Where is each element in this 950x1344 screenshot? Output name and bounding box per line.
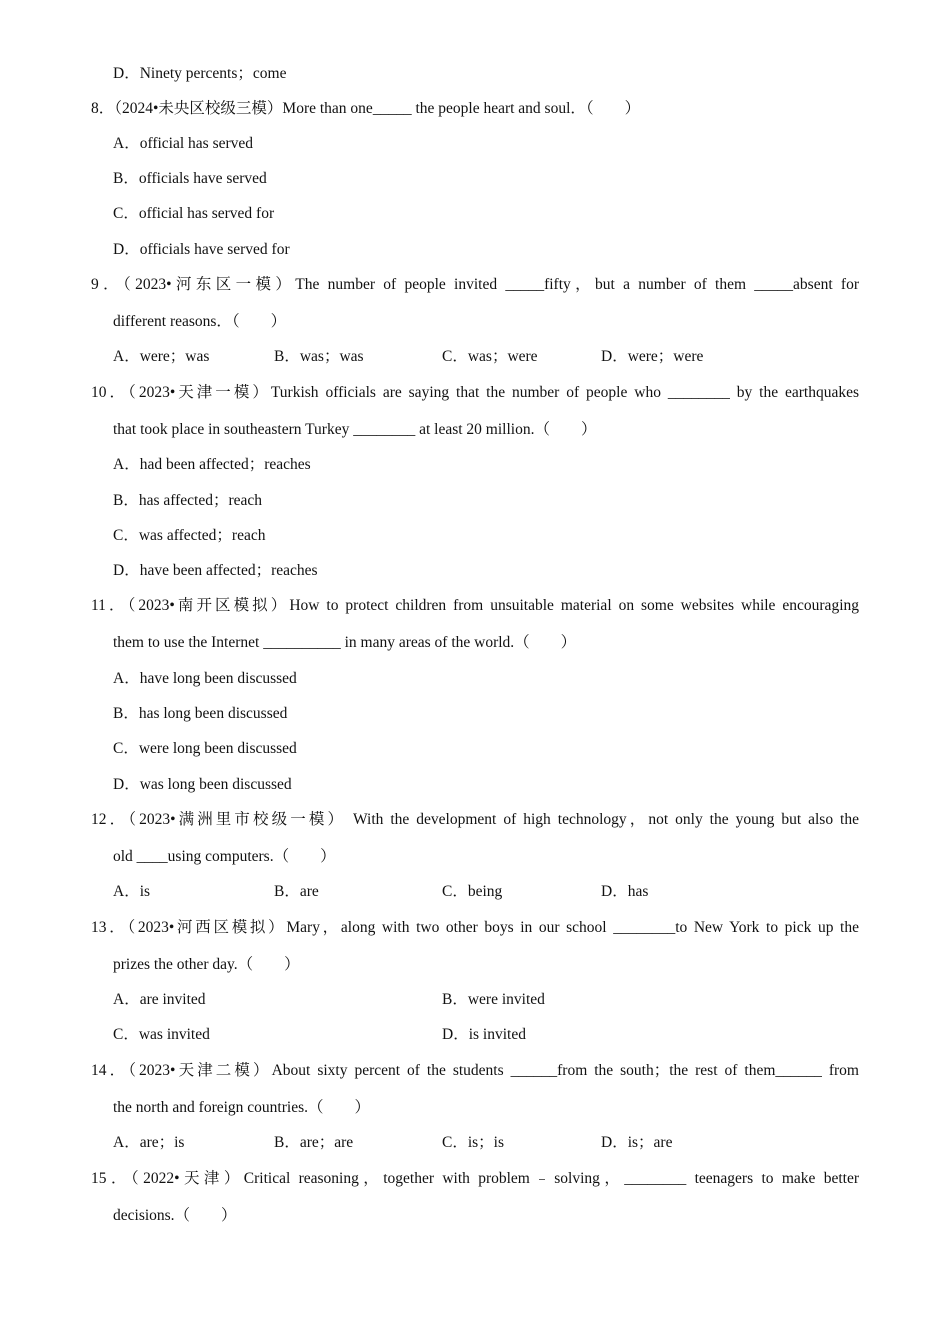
question-10-option-b: B．has affected；reach (113, 492, 263, 509)
question-11-option-a: A．have long been discussed (113, 670, 297, 687)
question-11-stem-line1: 11．（2023•南开区模拟）How to protect children from unsuitable material on some websites while encouraging (91, 597, 859, 614)
question-12-option-b: B．are (274, 883, 319, 900)
question-14-option-c: C．is；is (442, 1134, 505, 1151)
question-14-option-a: A．are；is (113, 1134, 185, 1151)
question-13-option-c: C．was invited (113, 1026, 210, 1043)
question-8-option-b: B．officials have served (113, 170, 267, 187)
question-15-stem-line2: decisions.（ ） (113, 1207, 237, 1224)
question-8-option-c: C．official has served for (113, 205, 275, 222)
question-11-option-c: C．were long been discussed (113, 740, 297, 757)
question-13-option-a: A．are invited (113, 991, 206, 1008)
question-9-option-c: C．was；were (442, 348, 538, 365)
question-10-stem-line2: that took place in southeastern Turkey ________ at least 20 million.（ ） (113, 421, 597, 438)
option-d-prev: D．Ninety percents；come (113, 65, 287, 82)
question-10-stem-line1: 10．（2023•天津一模）Turkish officials are saying that the number of people who ________ by the earthquakes (91, 384, 859, 401)
question-9-stem-line1: 9．（2023•河东区一模）The number of people invited _____fifty，but a number of them _____absent for (91, 276, 859, 293)
question-8-option-d: D．officials have served for (113, 241, 290, 258)
question-11-stem-line2: them to use the Internet __________ in many areas of the world.（ ） (113, 634, 577, 651)
question-14-option-d: D．is；are (601, 1134, 673, 1151)
question-14-option-b: B．are；are (274, 1134, 354, 1151)
question-10-option-d: D．have been affected；reaches (113, 562, 318, 579)
question-8-option-a: A．official has served (113, 135, 254, 152)
question-14-stem-line2: the north and foreign countries.（ ） (113, 1099, 370, 1116)
question-8-stem: 8．（2024•未央区校级三模）More than one_____ the people heart and soul．（ ） (91, 100, 641, 117)
question-12-option-a: A．is (113, 883, 151, 900)
question-15-stem-line1: 15．（2022•天津）Critical reasoning，together with problem﹣solving，________ teenagers to make better (91, 1170, 859, 1187)
question-9-option-d: D．were；were (601, 348, 704, 365)
question-12-option-c: C．being (442, 883, 503, 900)
question-13-stem-line2: prizes the other day.（ ） (113, 956, 300, 973)
question-12-option-d: D．has (601, 883, 649, 900)
question-11-option-b: B．has long been discussed (113, 705, 288, 722)
question-14-stem-line1: 14．（2023•天津二模）About sixty percent of the students ______from the south；the rest of them______ from (91, 1062, 859, 1079)
question-12-stem-line2: old ____using computers.（ ） (113, 848, 336, 865)
question-13-stem-line1: 13．（2023•河西区模拟）Mary，along with two other boys in our school ________to New York to pick up the (91, 919, 859, 936)
question-9-stem-line2: different reasons．（ ） (113, 313, 287, 330)
question-10-option-a: A．had been affected；reaches (113, 456, 311, 473)
question-11-option-d: D．was long been discussed (113, 776, 292, 793)
question-13-option-b: B．were invited (442, 991, 545, 1008)
question-12-stem-line1: 12．（2023•满洲里市校级一模） With the development of high technology，not only the young but also the (91, 811, 859, 828)
question-13-option-d: D．is invited (442, 1026, 526, 1043)
question-9-option-a: A．were；was (113, 348, 210, 365)
question-10-option-c: C．was affected；reach (113, 527, 266, 544)
question-9-option-b: B．was；was (274, 348, 364, 365)
